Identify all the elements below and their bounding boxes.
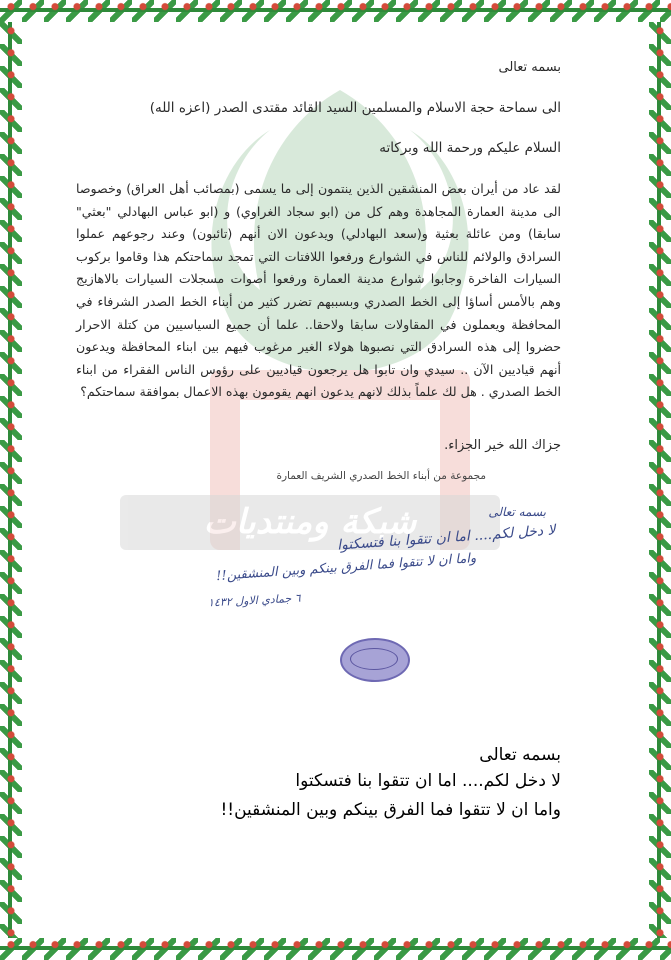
watermark-text: شبكة ومنتديات [120, 495, 500, 550]
typed-reply-basmala: بسمه تعالى [479, 745, 561, 765]
stamp-inner-ring [350, 648, 398, 670]
handwritten-reply-line1: لا دخل لكم.... اما ان تتقوا بنا فتسكتوا [336, 522, 557, 554]
handwritten-basmala: بسمه تعالى [488, 505, 546, 519]
decorative-border-right [649, 22, 671, 938]
handwritten-reply-line2: واما ان لا تتقوا فما الفرق بينكم وبين المنشقين!! [215, 550, 477, 585]
decorative-border-top [0, 0, 671, 22]
decorative-border-bottom [0, 938, 671, 960]
letter-signature: مجموعة من أبناء الخط الصدري الشريف العمارة [276, 470, 486, 482]
typed-reply-line2: واما ان لا تتقوا فما الفرق بينكم وبين المنشقين!! [220, 800, 561, 820]
typed-reply-line1: لا دخل لكم.... اما ان تتقوا بنا فتسكتوا [295, 771, 561, 791]
letter-addressee: الى سماحة حجة الاسلام والمسلمين السيد القائد مقتدى الصدر (اعزه الله) [149, 100, 561, 116]
letter-body: لقد عاد من أيران بعض المنشقين الذين ينتمون إلى ما يسمى (بمصائب أهل العراق) وخصوصا الى مدينة العمارة المجاهدة وهم كل من (ابو سجاد الغراوي) و (ابو عباس البهادلي "بعثي" سابقا) ومن عائلة بعثية و(سعد البهادلي) ويدعون الان أنهم (تائبون) وعند رجوعهم عملوا السرادق والولائم للناس في الشوارع ورفعوا اللافتات التي تمجد سماحتكم هذا وقاموا بركوب السيارات الفاخرة وجابوا شوارع مدينة العمارة ورفعوا أصوات مسجلات السيارات بالاهازيج وهم بالأمس أساؤا إلى الخط الصدري وبسببهم تضرر كثير من أبناء الخط الصدر الشرفاء في المحافظة ويعملون في المقاولات سابقا ولاحقا.. علما أن جميع السياسيين من كتلة الاحرار حضروا إلى هذه السرادق التي نصبوها هولاء الغير مرغوب فيهم بين ابناء المحافظة ويدعون أنهم قياديين الآن .. سيدي وان تابوا هل يرجعون قياديين على رؤوس الناس الفقراء من ابناء الخط الصدري . هل لك علماً بذلك لانهم يدعون انهم يقومون بهذه الاعمال بموافقة سماحتكم؟ [76, 181, 561, 400]
letter-greeting: السلام عليكم ورحمة الله وبركاته [379, 140, 561, 156]
decorative-border-left [0, 22, 22, 938]
letter-basmala: بسمه تعالى [498, 60, 561, 75]
handwritten-date: ٦ جمادي الاول ١٤٣٢ [208, 591, 302, 610]
letter-closing: جزاك الله خير الجزاء. [444, 438, 561, 453]
official-stamp [340, 638, 410, 682]
